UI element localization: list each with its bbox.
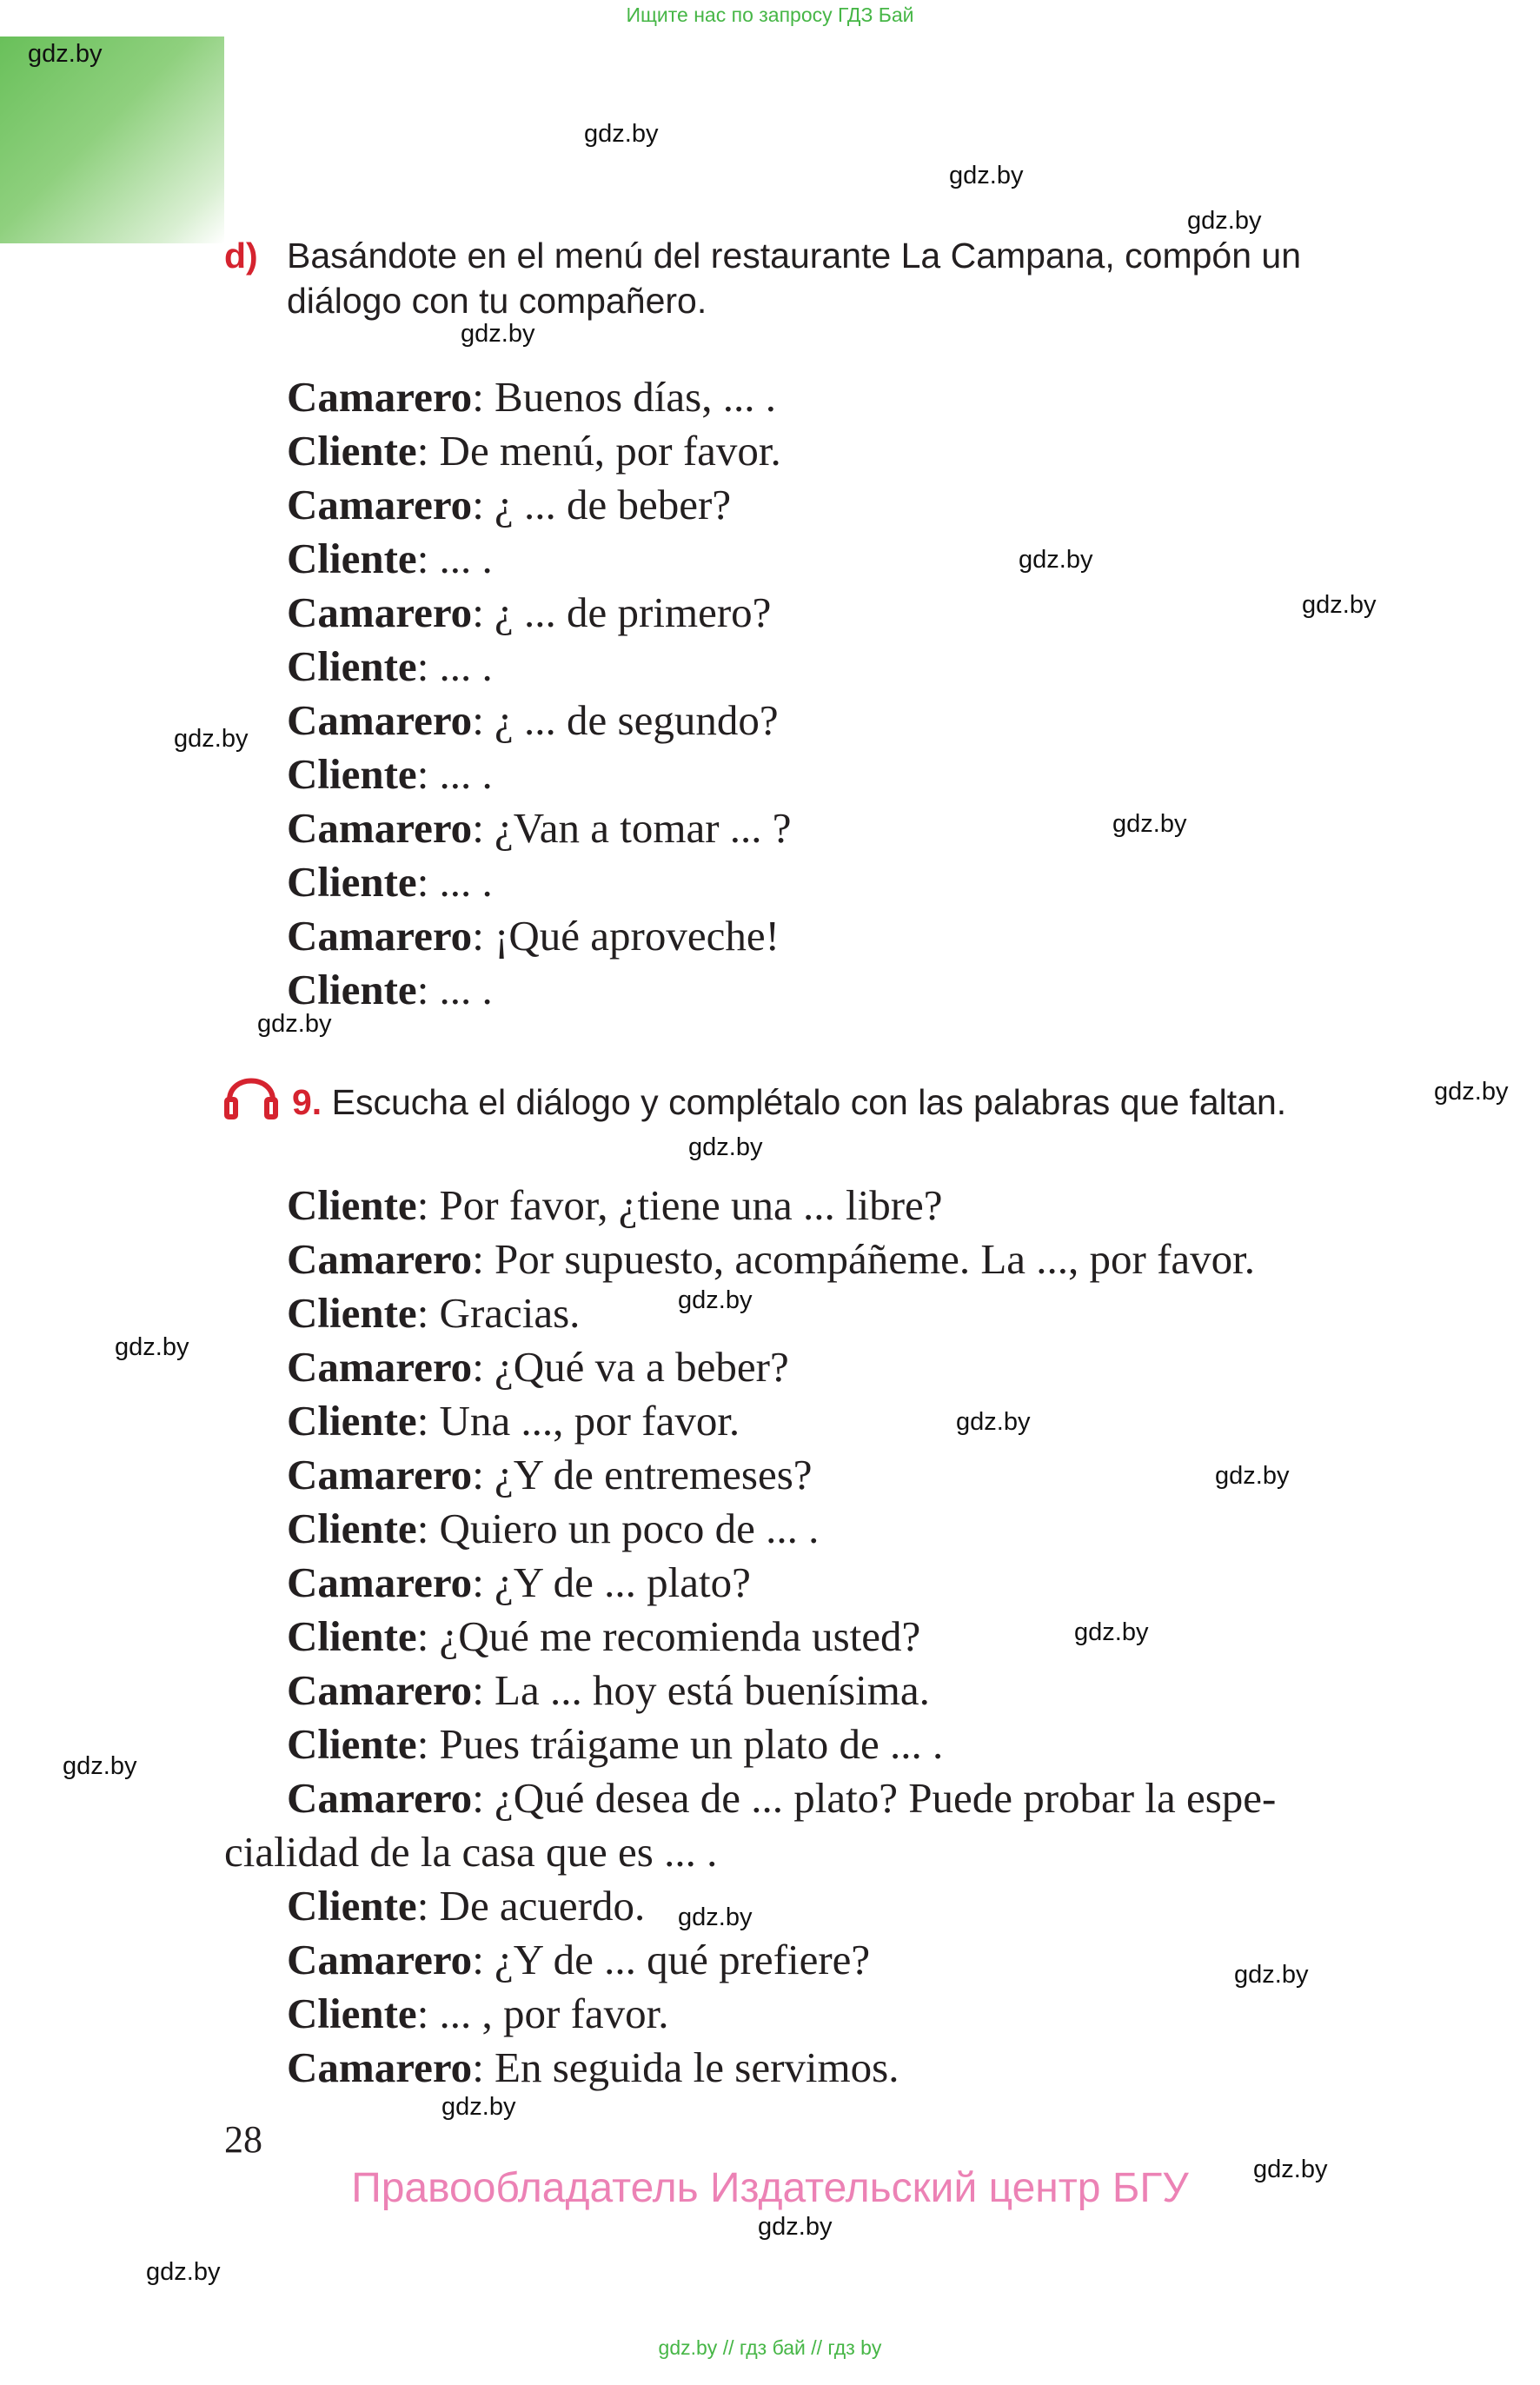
speaker-name: Cliente	[287, 1612, 417, 1660]
exercise-number: 9.	[292, 1082, 322, 1122]
speaker-name: Camarero	[287, 1936, 473, 1983]
dialog-line	[287, 1664, 1276, 1717]
dialog-line	[287, 1556, 1276, 1610]
watermark: gdz.by	[1253, 2156, 1328, 2183]
dialog-line	[287, 1717, 1276, 1771]
dialog-line	[287, 1179, 1276, 1232]
dialog-line	[287, 1987, 1276, 2041]
dialog-line	[287, 1448, 1276, 1502]
line-text: cialidad de la casa que es ... .	[224, 1828, 718, 1876]
line-text: : ¿Qué desea de ... plato? Puede probar la espe-	[472, 1774, 1277, 1822]
watermark: gdz.by	[441, 2093, 516, 2121]
footer-links[interactable]: gdz.by // гдз бай // гдз by	[658, 2336, 882, 2359]
watermark: gdz.by	[949, 162, 1024, 189]
watermark: gdz.by	[1302, 591, 1377, 619]
line-text: : ¿Van a tomar ... ?	[472, 804, 792, 852]
speaker-name: Camarero	[287, 2043, 473, 2091]
dialog-line	[287, 1394, 1276, 1448]
dialog-line	[287, 2041, 1276, 2095]
speaker-name: Camarero	[287, 804, 473, 852]
dialog-line	[287, 1771, 1276, 1825]
speaker-name: Cliente	[287, 427, 417, 475]
watermark: gdz.by	[257, 1010, 332, 1038]
line-text: : Por favor, ¿tiene una ... libre?	[416, 1181, 943, 1229]
speaker-name: Cliente	[287, 535, 417, 582]
speaker-name: Camarero	[287, 1451, 473, 1498]
dialog-line	[287, 1502, 1276, 1556]
page-number: 28	[224, 2118, 262, 2161]
line-text: : ¡Qué aproveche!	[472, 912, 780, 960]
task-d-text-line-1: Basándote en el menú del restaurante La Campana, compón un	[287, 236, 1301, 276]
watermark: gdz.by	[1187, 207, 1262, 235]
line-text: : ¿Y de entremeses?	[472, 1451, 813, 1498]
exercise-9-text: Escucha el diálogo y complétalo con las palabras que faltan.	[331, 1082, 1287, 1122]
line-text: : Por supuesto, acompáñeme. La ..., por favor.	[472, 1235, 1256, 1283]
line-text: : Buenos días, ... .	[472, 373, 776, 421]
speaker-name: Cliente	[287, 642, 417, 690]
watermark: gdz.by	[956, 1408, 1031, 1436]
line-text: : ¿Y de ... plato?	[472, 1558, 751, 1606]
dialog-line	[287, 478, 792, 532]
speaker-name: Cliente	[287, 1882, 417, 1930]
watermark: gdz.by	[115, 1333, 189, 1361]
search-hint-header: Ищите нас по запросу ГДЗ Бай	[626, 3, 914, 26]
watermark: gdz.by	[688, 1133, 763, 1161]
line-text: : ... .	[416, 858, 493, 906]
watermark: gdz.by	[1074, 1618, 1149, 1646]
dialog-line	[287, 963, 792, 1017]
dialog-line	[287, 694, 792, 747]
line-text: : Pues tráigame un plato de ... .	[416, 1720, 944, 1768]
watermark: gdz.by	[63, 1752, 137, 1780]
dialog-line	[287, 640, 792, 694]
line-text: : La ... hoy está buenísima.	[472, 1666, 930, 1714]
speaker-name: Cliente	[287, 1505, 417, 1552]
dialog-line	[287, 801, 792, 855]
speaker-name: Camarero	[287, 1235, 473, 1283]
task-d-text-line-2: diálogo con tu compañero.	[287, 281, 707, 321]
line-text: : ¿ ... de segundo?	[472, 696, 779, 744]
speaker-name: Cliente	[287, 858, 417, 906]
dialog-line	[287, 586, 792, 640]
speaker-name: Cliente	[287, 966, 417, 1013]
dialog-line	[287, 1879, 1276, 1933]
watermark: gdz.by	[28, 40, 103, 68]
speaker-name: Camarero	[287, 481, 473, 528]
dialog-line	[224, 1825, 1276, 1879]
speaker-name: Camarero	[287, 1558, 473, 1606]
speaker-name: Cliente	[287, 750, 417, 798]
line-text: : En seguida le servimos.	[472, 2043, 899, 2091]
task-letter: d)	[224, 236, 258, 276]
dialog-line	[287, 370, 792, 424]
copyright-notice: Правообладатель Издательский центр БГУ	[351, 2165, 1189, 2211]
watermark: gdz.by	[1215, 1462, 1290, 1490]
line-text: : ... .	[416, 642, 493, 690]
dialog-line	[287, 1340, 1276, 1394]
line-text: : ... .	[416, 750, 493, 798]
watermark: gdz.by	[1112, 810, 1187, 838]
watermark: gdz.by	[461, 320, 535, 348]
line-text: : ... .	[416, 966, 493, 1013]
speaker-name: Cliente	[287, 1397, 417, 1445]
line-text: : Una ..., por favor.	[416, 1397, 740, 1445]
line-text: : Quiero un poco de ... .	[416, 1505, 820, 1552]
dialog-line	[287, 909, 792, 963]
dialog-line	[287, 532, 792, 586]
headphones-icon	[221, 1066, 282, 1123]
watermark: gdz.by	[1434, 1078, 1509, 1106]
watermark: gdz.by	[1234, 1961, 1309, 1989]
dialog-line	[287, 855, 792, 909]
line-text: : ¿Qué me recomienda usted?	[416, 1612, 921, 1660]
speaker-name: Camarero	[287, 588, 473, 636]
line-text: : ... .	[416, 535, 493, 582]
line-text: : De menú, por favor.	[416, 427, 781, 475]
exercise-9-instruction	[292, 1080, 1286, 1125]
speaker-name: Camarero	[287, 1774, 473, 1822]
speaker-name: Camarero	[287, 373, 473, 421]
watermark: gdz.by	[174, 725, 249, 753]
speaker-name: Cliente	[287, 1181, 417, 1229]
watermark: gdz.by	[678, 1286, 753, 1314]
watermark: gdz.by	[678, 1903, 753, 1931]
dialog-line	[287, 1933, 1276, 1987]
line-text: : De acuerdo.	[416, 1882, 646, 1930]
task-d-instruction	[224, 233, 258, 278]
line-text: : Gracias.	[416, 1289, 581, 1337]
line-text: : ¿Qué va a beber?	[472, 1343, 789, 1391]
dialog-line	[287, 1232, 1276, 1286]
line-text: : ... , por favor.	[416, 1990, 669, 2037]
line-text: : ¿ ... de primero?	[472, 588, 772, 636]
watermark: gdz.by	[1019, 546, 1093, 574]
speaker-name: Camarero	[287, 1666, 473, 1714]
watermark: gdz.by	[146, 2258, 221, 2286]
speaker-name: Cliente	[287, 1289, 417, 1337]
speaker-name: Cliente	[287, 1720, 417, 1768]
dialog-line	[287, 424, 792, 478]
dialog-line	[287, 747, 792, 801]
dialog-d	[287, 370, 792, 1017]
dialog-9	[224, 1179, 1277, 2095]
line-text: : ¿Y de ... qué prefiere?	[472, 1936, 871, 1983]
line-text: : ¿ ... de beber?	[472, 481, 732, 528]
watermark: gdz.by	[758, 2213, 833, 2241]
watermark: gdz.by	[584, 120, 659, 148]
speaker-name: Camarero	[287, 1343, 473, 1391]
dialog-line	[287, 1610, 1276, 1664]
speaker-name: Cliente	[287, 1990, 417, 2037]
speaker-name: Camarero	[287, 912, 473, 960]
dialog-line	[287, 1286, 1276, 1340]
speaker-name: Camarero	[287, 696, 473, 744]
